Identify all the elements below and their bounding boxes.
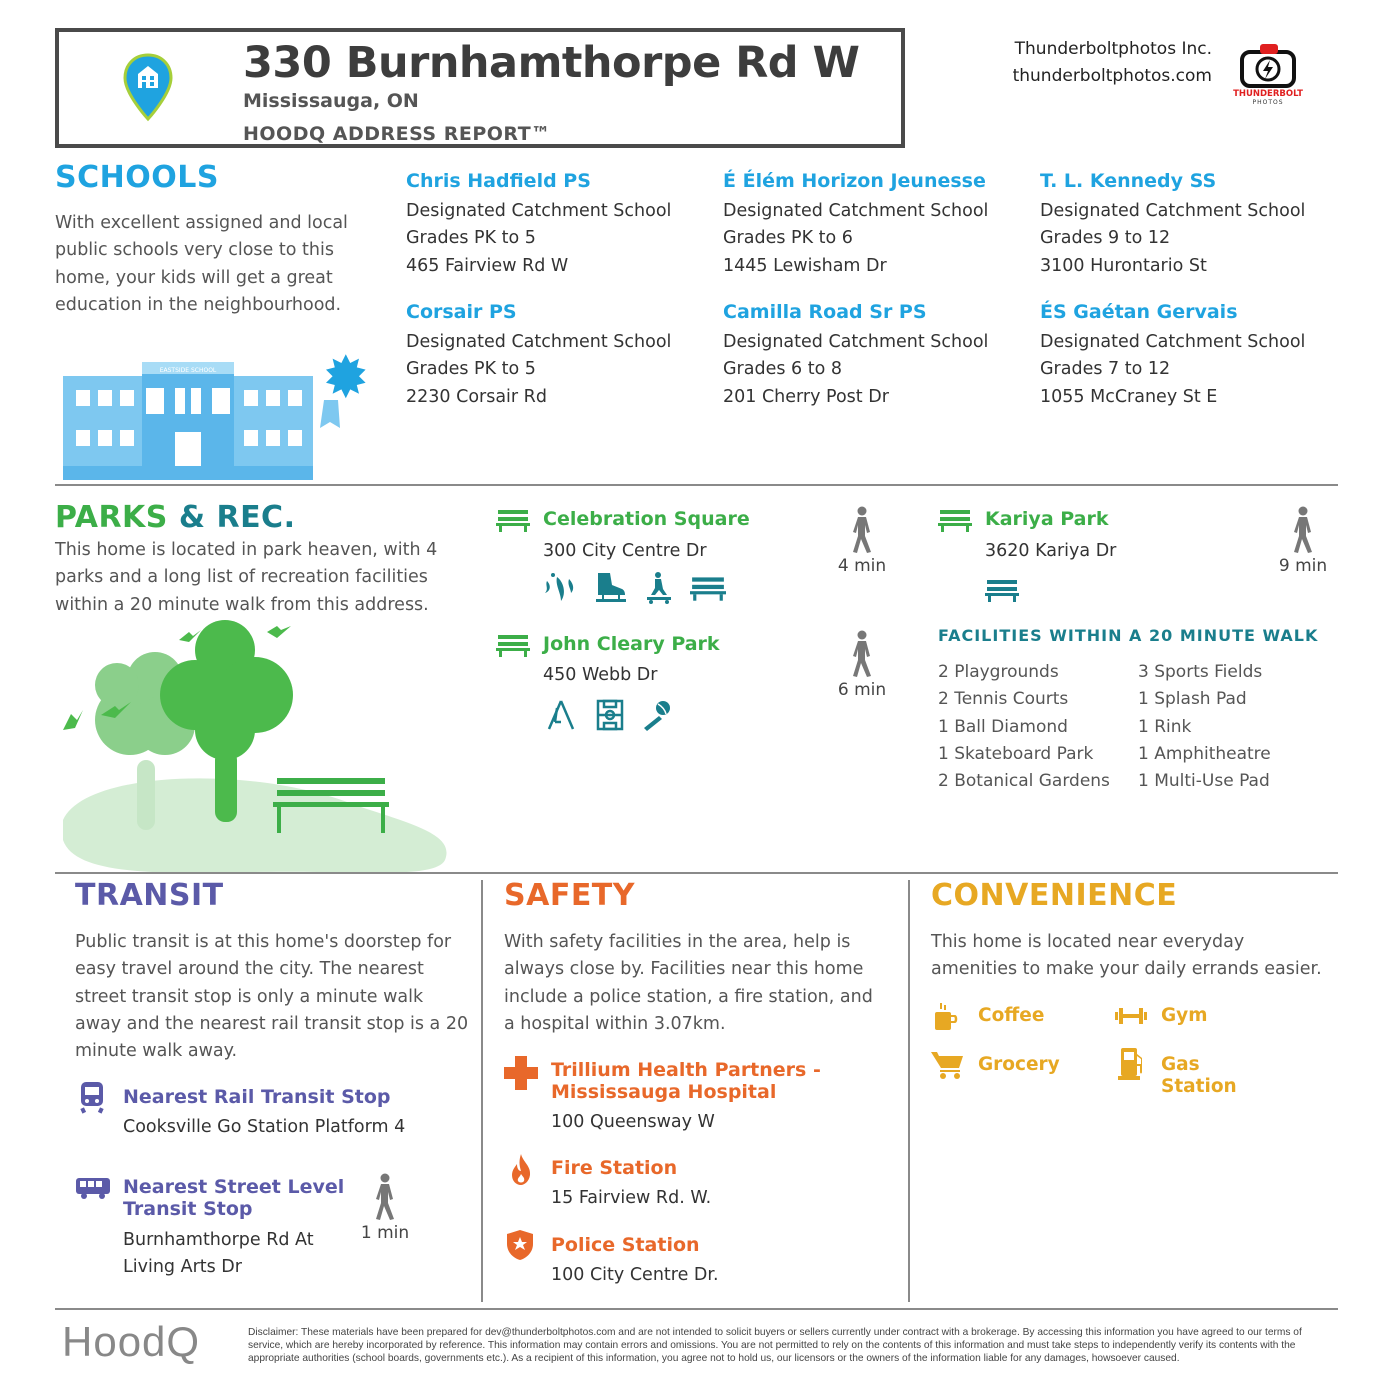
park-name[interactable]: Kariya Park (985, 508, 1109, 530)
bench-icon (496, 633, 530, 657)
school-grades: Grades PK to 5 (406, 359, 536, 380)
school-type: Designated Catchment School (406, 201, 672, 221)
hospital-name-line1: Trillium Health Partners - (551, 1059, 821, 1081)
street-stop-name-line1: Burnhamthorpe Rd At (123, 1230, 314, 1250)
hospital-name (551, 1059, 821, 1103)
fire-station-address: 15 Fairview Rd. W. (551, 1188, 712, 1208)
hoodq-logo: HoodQ (62, 1318, 201, 1365)
coffee-icon (932, 1002, 960, 1032)
school-type: Designated Catchment School (406, 332, 672, 352)
street-stop-name (123, 1227, 314, 1282)
school-name[interactable]: Corsair PS (406, 301, 517, 323)
parks-title-a: PARKS (55, 500, 168, 535)
divider-parks (55, 872, 1338, 874)
facility-item: 1 Amphitheatre (1138, 743, 1271, 764)
school-name[interactable]: T. L. Kennedy SS (1040, 170, 1217, 192)
school-type: Designated Catchment School (1040, 201, 1306, 221)
park-address: 3620 Kariya Dr (985, 541, 1117, 561)
school-building-illustration (58, 348, 368, 483)
bench-icon (985, 578, 1019, 602)
park-amenities (543, 571, 726, 609)
bench-icon (938, 508, 972, 532)
school-type: Designated Catchment School (1040, 332, 1306, 352)
schools-description: With excellent assigned and local public schools very close to this home, your kids will get a great education in the neighbourhood. (55, 213, 348, 315)
school-entry[interactable] (723, 301, 988, 411)
facilities-right-list (1138, 659, 1271, 795)
fire-station-label: Fire Station (551, 1157, 678, 1179)
walking-person-icon (847, 630, 877, 678)
fire-icon (509, 1152, 533, 1186)
park-address: 450 Webb Dr (543, 665, 658, 685)
splash-pad-icon (543, 571, 579, 605)
schools-title: SCHOOLS (55, 160, 219, 195)
school-name[interactable]: Chris Hadfield PS (406, 170, 591, 192)
park-amenities (543, 698, 677, 736)
divider-safety-convenience (908, 880, 910, 1302)
location-pin-icon (122, 52, 174, 122)
rink-icon (592, 571, 628, 605)
facility-item: 2 Playgrounds (938, 662, 1059, 682)
parks-description: This home is located in park heaven, with 4 parks and a long list of recreation facilities within a 20 minute walk from this address. (55, 540, 438, 615)
walking-person-icon (1288, 506, 1318, 554)
school-entry[interactable] (406, 301, 671, 411)
facility-item: 1 Multi-Use Pad (1138, 771, 1270, 792)
school-address: 1445 Lewisham Dr (723, 255, 887, 276)
school-grades: Grades PK to 6 (723, 228, 853, 249)
playground-icon (543, 698, 579, 732)
gas-station-line1: Gas (1161, 1054, 1200, 1075)
park-name[interactable]: Celebration Square (543, 508, 750, 530)
divider-transit-safety (481, 880, 483, 1302)
police-badge-icon (506, 1229, 534, 1261)
convenience-title: CONVENIENCE (931, 878, 1178, 913)
facilities-title: FACILITIES WITHIN A 20 MINUTE WALK (938, 626, 1319, 645)
walk-time: 4 min (837, 556, 887, 576)
walk-time: 1 min (360, 1223, 410, 1243)
hospital-address: 100 Queensway W (551, 1112, 715, 1132)
transit-title: TRANSIT (75, 878, 224, 913)
school-grades: Grades PK to 5 (406, 228, 536, 249)
school-grades: Grades 6 to 8 (723, 359, 842, 380)
school-name[interactable]: Camilla Road Sr PS (723, 301, 927, 323)
facility-item: 1 Rink (1138, 716, 1192, 737)
street-stop-label-line1: Nearest Street Level (123, 1176, 345, 1198)
company-website[interactable]: thunderboltphotos.com (1012, 66, 1212, 86)
school-grades: Grades 9 to 12 (1040, 228, 1171, 249)
walk-time: 6 min (837, 680, 887, 700)
rail-stop-label: Nearest Rail Transit Stop (123, 1086, 391, 1108)
ball-diamond-icon (641, 698, 677, 732)
parks-title-b: & REC. (178, 500, 296, 535)
street-stop-label (123, 1176, 344, 1220)
school-entry[interactable] (406, 170, 671, 280)
school-grades: Grades 7 to 12 (1040, 359, 1171, 380)
brand-block (1000, 36, 1212, 90)
convenience-description: This home is located near everyday amenities to make your daily errands easier. (931, 932, 1322, 980)
school-entry[interactable] (1040, 170, 1305, 280)
police-station-address: 100 City Centre Dr. (551, 1265, 719, 1285)
gas-station-line2: Station (1161, 1076, 1237, 1097)
rail-stop-name: Cooksville Go Station Platform 4 (123, 1117, 406, 1137)
disclaimer-text: Disclaimer: These materials have been prepared for dev@thunderboltphotos.com and are not intended to solicit buyers or sellers currently under contract with a brokerage. By accessing this information you have agreed to our terms of service, which are hereby incorporated by reference. This information may contain errors and omissions. You are not permitted to rely on the contents of this information and must take steps to independently verify its contents with the appropriate authorities (school boards, governments etc.). As a recipient of this information, you agree not to hold us, our licensors or the owners of the information liable for any damages, howsoever caused. (248, 1327, 1302, 1364)
walking-person-icon (847, 506, 877, 554)
gym-icon (1113, 1004, 1149, 1028)
street-stop-label-line2: Transit Stop (123, 1198, 253, 1220)
address-title: 330 Burnhamthorpe Rd W (243, 38, 860, 88)
school-type: Designated Catchment School (723, 201, 989, 221)
convenience-coffee: Coffee (978, 1005, 1045, 1026)
divider-footer (55, 1308, 1338, 1310)
school-address: 465 Fairview Rd W (406, 255, 569, 276)
facility-item: 2 Botanical Gardens (938, 771, 1110, 792)
hospital-name-line2: Mississauga Hospital (551, 1081, 777, 1103)
convenience-gym: Gym (1161, 1005, 1208, 1026)
grocery-cart-icon (930, 1050, 964, 1080)
train-icon (78, 1080, 106, 1114)
facility-item: 1 Ball Diamond (938, 716, 1068, 737)
walk-time: 9 min (1278, 556, 1328, 576)
facility-item: 1 Skateboard Park (938, 743, 1094, 764)
facility-item: 2 Tennis Courts (938, 689, 1069, 710)
bench-icon (496, 508, 530, 532)
walking-person-icon (370, 1173, 400, 1221)
park-name[interactable]: John Cleary Park (543, 633, 720, 655)
school-address: 2230 Corsair Rd (406, 386, 547, 407)
divider-schools (55, 484, 1338, 486)
street-stop-name-line2: Living Arts Dr (123, 1257, 242, 1278)
skateboard-park-icon (641, 571, 677, 605)
safety-description: With safety facilities in the area, help is always close by. Facilities near this home include a police station, a fire station, and a hospital within 3.07km. (504, 932, 873, 1034)
police-station-label: Police Station (551, 1234, 700, 1256)
bench-icon (690, 571, 726, 605)
school-name[interactable]: ÉS Gaétan Gervais (1040, 301, 1238, 323)
bus-icon (75, 1176, 111, 1200)
parks-title (55, 500, 295, 535)
transit-description: Public transit is at this home's doorstep for easy travel around the city. The nearest street transit stop is only a minute walk away and the nearest rail transit stop is a 20 minute walk away. (75, 932, 469, 1062)
convenience-grocery: Grocery (978, 1054, 1060, 1075)
park-illustration (55, 610, 455, 880)
hospital-cross-icon (504, 1056, 538, 1090)
logo-text: THUNDERBOLT (1233, 89, 1303, 99)
convenience-gas-station (1161, 1054, 1237, 1098)
safety-title: SAFETY (504, 878, 635, 913)
school-address: 1055 McCraney St E (1040, 386, 1218, 407)
school-entry[interactable] (1040, 301, 1305, 411)
school-address: 201 Cherry Post Dr (723, 386, 889, 407)
school-type: Designated Catchment School (723, 332, 989, 352)
sports-field-icon (592, 698, 628, 732)
school-name[interactable]: É Élém Horizon Jeunesse (723, 170, 986, 192)
report-label: HOODQ ADDRESS REPORT™ (243, 123, 551, 145)
park-address: 300 City Centre Dr (543, 541, 707, 561)
school-sign-text: EASTSIDE SCHOOL (159, 367, 217, 374)
school-entry[interactable] (723, 170, 988, 280)
school-address: 3100 Hurontario St (1040, 255, 1207, 276)
facility-item: 3 Sports Fields (1138, 662, 1263, 682)
facilities-left-list (938, 659, 1110, 795)
logo-subtext: PHOTOS (1252, 99, 1284, 106)
address-city: Mississauga, ON (243, 90, 419, 112)
company-name: Thunderboltphotos Inc. (1014, 39, 1212, 59)
gas-pump-icon (1118, 1046, 1146, 1082)
facility-item: 1 Splash Pad (1138, 689, 1247, 710)
